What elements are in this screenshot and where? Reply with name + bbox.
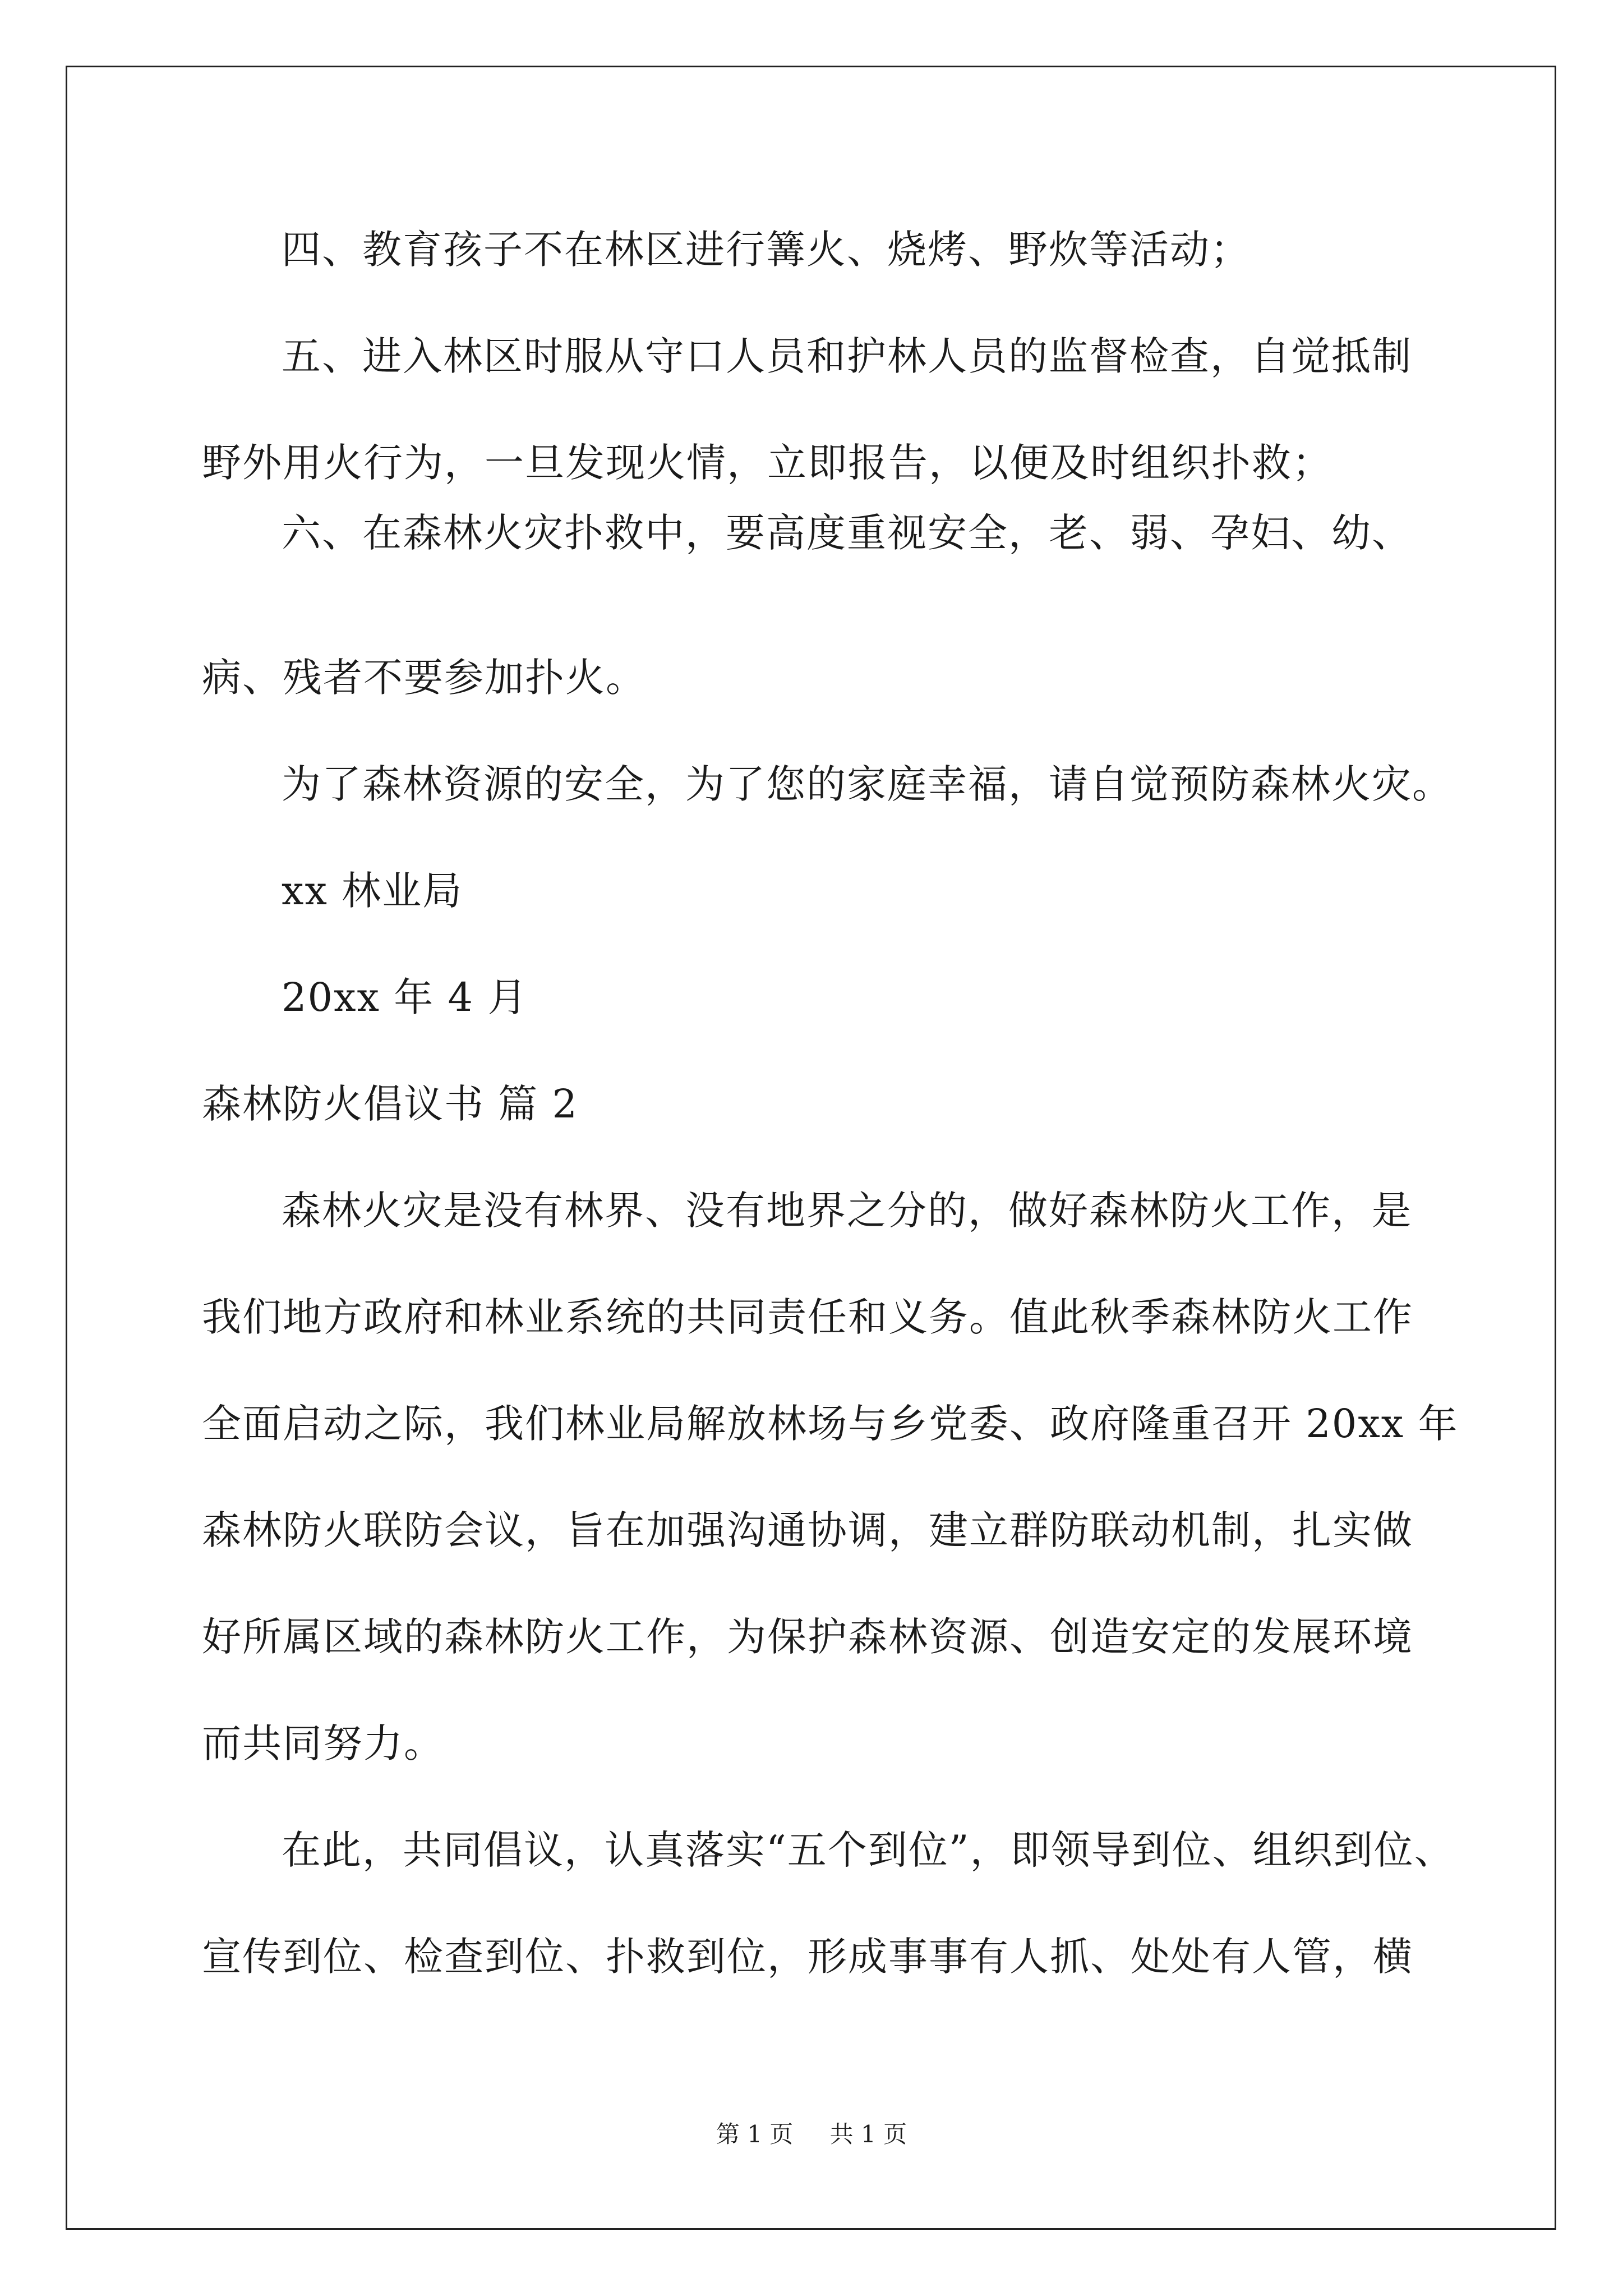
text-line: 野外用火行为，一旦发现火情，立即报告，以便及时组织扑救； [202, 440, 1332, 486]
text-line: 病、残者不要参加扑火。 [202, 655, 646, 701]
text-line: 五、进入林区时服从守口人员和护林人员的监督检查，自觉抵制 [282, 333, 1412, 379]
section-heading: 森林防火倡议书 篇 2 [202, 1081, 579, 1127]
text-line: 森林防火联防会议，旨在加强沟通协调，建立群防联动机制，扎实做 [202, 1507, 1413, 1553]
text-line: 在此，共同倡议，认真落实“五个到位”，即领导到位、组织到位、 [282, 1827, 1455, 1873]
text-line: 为了森林资源的安全，为了您的家庭幸福，请自觉预防森林火灾。 [282, 761, 1453, 807]
text-line: 我们地方政府和林业系统的共同责任和义务。值此秋季森林防火工作 [202, 1294, 1413, 1340]
page-border [66, 66, 1556, 2230]
signature-org: xx 林业局 [282, 868, 463, 914]
page-number-current: 第 1 页 [716, 2120, 794, 2148]
page-footer [0, 2118, 1623, 2151]
text-line: 而共同努力。 [202, 1720, 444, 1766]
text-line: 四、教育孩子不在林区进行篝火、烧烤、野炊等活动； [282, 227, 1251, 273]
text-line: 宣传到位、检查到位、扑救到位，形成事事有人抓、处处有人管，横 [202, 1934, 1413, 1980]
signature-date: 20xx 年 4 月 [282, 974, 528, 1020]
text-line: 六、在森林火灾扑救中，要高度重视安全，老、弱、孕妇、幼、 [282, 510, 1412, 556]
text-line: 森林火灾是没有林界、没有地界之分的，做好森林防火工作，是 [282, 1188, 1412, 1234]
page-number-total: 共 1 页 [829, 2120, 907, 2148]
text-line: 全面启动之际，我们林业局解放林场与乡党委、政府隆重召开 20xx 年 [202, 1401, 1459, 1447]
text-line: 好所属区域的森林防火工作，为保护森林资源、创造安定的发展环境 [202, 1614, 1413, 1660]
